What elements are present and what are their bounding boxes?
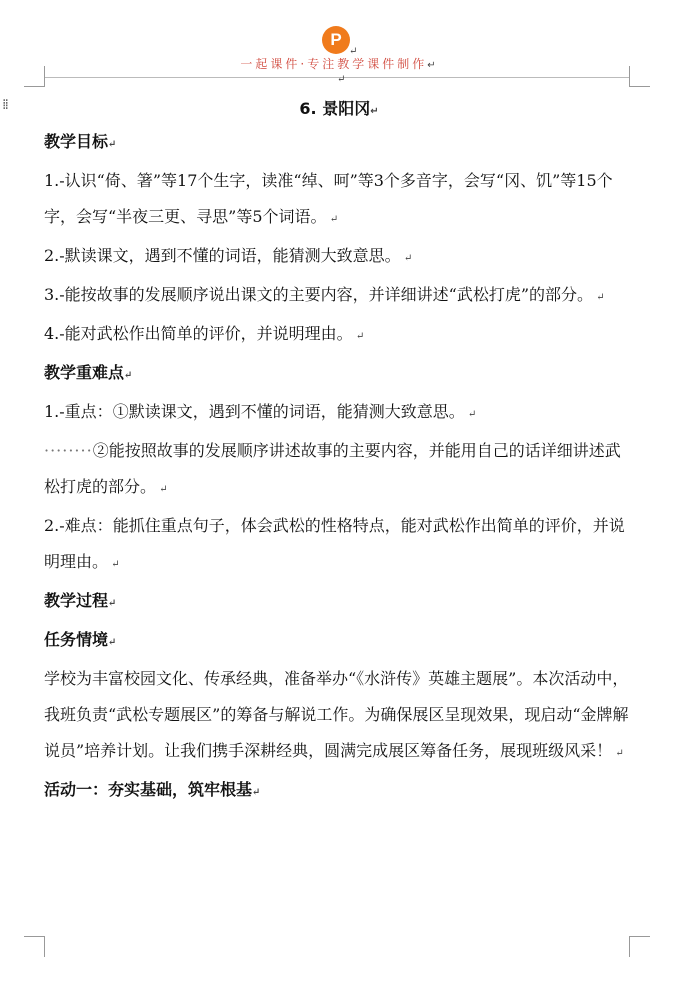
section-heading-objectives: 教学目标↵	[44, 132, 117, 151]
margin-corner-bottom-left	[24, 936, 45, 957]
drag-handle-icon[interactable]: ⁞⁞	[2, 97, 7, 113]
section-heading-process: 教学过程↵	[44, 591, 117, 610]
paragraph-mark: ↵	[349, 46, 358, 57]
difficult-point: 2.-难点：能抓住重点句子，体会武松的性格特点，能对武松作出简单的评价，并说明理由。 ↵	[44, 516, 625, 571]
logo-icon: P	[322, 26, 350, 54]
section-heading-scenario: 任务情境↵	[44, 630, 117, 649]
margin-corner-top-left	[24, 66, 45, 87]
section-heading-key-points: 教学重难点↵	[44, 363, 133, 382]
margin-corner-bottom-right	[629, 936, 650, 957]
objective-item-3: 3.-能按故事的发展顺序说出课文的主要内容，并详细讲述“武松打虎”的部分。 ↵	[44, 285, 605, 304]
page-title: 6. 景阳冈↵	[299, 99, 379, 118]
paragraph-mark: ↵	[337, 74, 346, 85]
section-heading-activity-1: 活动一：夯实基础，筑牢根基↵	[44, 780, 261, 799]
margin-corner-top-right	[629, 66, 650, 87]
objective-item-2: 2.-默读课文，遇到不懂的词语，能猜测大致意思。 ↵	[44, 246, 413, 265]
scenario-text: 学校为丰富校园文化、传承经典，准备举办“《水浒传》英雄主题展”。本次活动中，我班负责“武松专题展区”的筹备与解说工作。为确保展区呈现效果，现启动“金牌解说员”培养计划。让我们携手深耕经典，圆满完成展区筹备任务，展现班级风采！ ↵	[44, 669, 629, 760]
key-point-2: ········②能按照故事的发展顺序讲述故事的主要内容，并能用自己的话详细讲述武松打虎的部分。 ↵	[44, 441, 621, 496]
key-point-1: 1.-重点：①默读课文，遇到不懂的词语，能猜测大致意思。 ↵	[44, 402, 477, 421]
document-body[interactable]	[44, 94, 634, 811]
objective-item-4: 4.-能对武松作出简单的评价，并说明理由。 ↵	[44, 324, 365, 343]
objective-item-1: 1.-认识“倚、箸”等17个生字，读准“绰、呵”等3个多音字，会写“冈、饥”等15个字，会写“半夜三更、寻思”等5个词语。 ↵	[44, 171, 613, 226]
header-slogan: 一起课件·专注教学课件制作↵	[240, 57, 439, 71]
